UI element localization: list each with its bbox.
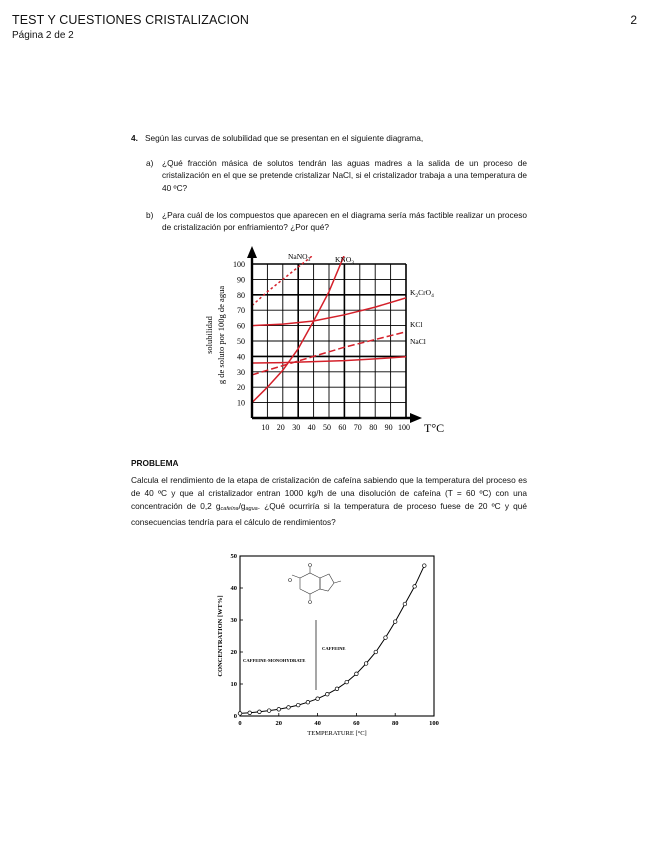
data-point <box>238 712 242 716</box>
region-caffeine: CAFFEINE <box>322 646 346 651</box>
y-tick-label: 40 <box>237 352 245 362</box>
y-tick-label: 70 <box>237 306 245 316</box>
x-tick-label: 10 <box>261 423 270 432</box>
data-point <box>335 687 339 691</box>
data-point <box>384 636 388 640</box>
solubility-chart <box>195 244 465 440</box>
x-axis-unit: T°C <box>424 421 445 435</box>
data-point <box>403 602 407 606</box>
y-tick-label: 10 <box>237 398 245 408</box>
caffeine-plot-frame <box>240 556 434 716</box>
label-k2cro4: $K_2CrO_4$ <box>410 288 434 299</box>
solubility-curve <box>240 566 424 714</box>
y-label-1: solubilidad <box>204 316 214 354</box>
y-tick-label: 50 <box>230 553 237 561</box>
item-a-label: a) <box>146 158 154 168</box>
y-tick-label: 10 <box>230 681 237 689</box>
y-tick-label: 20 <box>237 383 245 393</box>
document-title: TEST Y CUESTIONES CRISTALIZACION <box>12 13 250 27</box>
caffeine-molecule-image <box>289 564 342 604</box>
y-tick-label: 30 <box>230 617 237 625</box>
solubility-grid <box>252 264 406 418</box>
question-number: 4. <box>131 133 138 143</box>
x-tick-label: 100 <box>398 423 410 432</box>
y-tick-label: 90 <box>237 275 245 285</box>
label-nano3: NaNO$_3$ <box>288 252 311 263</box>
y-tick-label: 80 <box>237 290 245 300</box>
caffeine-y-label: CONCENTRATION [WT%] <box>217 595 224 677</box>
data-point <box>393 620 397 624</box>
data-point <box>326 692 330 696</box>
y-tick-label: 100 <box>233 260 245 269</box>
data-point <box>364 662 368 666</box>
data-point <box>277 708 281 712</box>
y-tick-label: 0 <box>233 713 237 721</box>
caffeine-chart <box>210 548 450 740</box>
problem-text: Calcula el rendimiento de la etapa de cristalización de cafeína sabiendo que la temperatura del proceso es de 40 ºC y que al cristalizador entran 1000 kg/h de una disolución de cafeína (T = 60 ºC) con una concentración de 0,2 gcafeína/gagua. ¿Qué ocurriría si la temperatura de proceso fuese de 20 ºC y qué consecuencias tendría para el cálculo de rendimientos? <box>131 475 527 527</box>
caffeine-x-label: TEMPERATURE [°C] <box>307 730 367 737</box>
data-point <box>258 710 262 714</box>
item-b-text: ¿Para cuál de los compuestos que aparecen en el diagrama sería más factible realizar un proceso de cristalización por enfriamiento? ¿Por qué? <box>162 210 527 233</box>
data-point <box>423 564 427 568</box>
y-tick-label: 60 <box>237 321 245 331</box>
x-tick-label: 90 <box>384 423 393 432</box>
item-b-label: b) <box>146 210 154 220</box>
question-intro: Según las curvas de solubilidad que se presentan en el siguiente diagrama, <box>145 133 424 143</box>
x-tick-label: 20 <box>276 423 285 432</box>
x-tick-label: 60 <box>338 423 347 432</box>
x-tick-label: 40 <box>307 423 316 432</box>
y-tick-label: 30 <box>237 367 245 377</box>
label-nacl: NaCl <box>410 337 426 346</box>
x-tick-label: 20 <box>275 720 283 727</box>
data-point <box>248 711 252 715</box>
y-tick-label: 40 <box>230 585 237 593</box>
y-tick-label: 20 <box>230 649 237 657</box>
x-tick-label: 60 <box>353 720 360 727</box>
page-number: 2 <box>630 13 637 27</box>
problem-title: PROBLEMA <box>131 458 179 468</box>
x-tick-label: 100 <box>429 720 439 727</box>
x-tick-label: 50 <box>323 423 331 432</box>
data-point <box>413 585 417 589</box>
data-point <box>316 697 320 701</box>
x-tick-label: 70 <box>353 423 362 432</box>
label-kno3: $KNO_3$ <box>335 255 354 266</box>
data-point <box>287 706 291 710</box>
x-tick-label: 0 <box>238 720 242 727</box>
y-tick-label: 50 <box>237 337 245 346</box>
x-tick-label: 30 <box>292 423 301 432</box>
item-a-text: ¿Qué fracción másica de solutos tendrán las aguas madres a la salida de un proceso de cristalización en el que se pretende cristalizar NaCl, si el cristalizador trabaja a una temperatura de 40 ºC? <box>162 158 527 193</box>
data-point <box>267 709 271 713</box>
data-point <box>296 703 300 707</box>
y-label-2: g de soluto por 100g de agua <box>216 285 226 385</box>
data-point <box>355 672 359 676</box>
x-axis-arrow <box>410 413 422 423</box>
x-tick-label: 80 <box>369 423 378 432</box>
region-monohydrate: CAFFEINE-MONOHYDRATE <box>243 658 306 663</box>
x-tick-label: 80 <box>391 720 399 727</box>
page-indicator: Página 2 de 2 <box>12 30 74 41</box>
x-tick-label: 40 <box>314 720 321 727</box>
data-point <box>374 650 378 654</box>
y-axis-arrow <box>247 246 257 258</box>
data-point <box>306 700 310 704</box>
data-point <box>345 680 349 684</box>
label-kcl: KCl <box>410 320 423 329</box>
